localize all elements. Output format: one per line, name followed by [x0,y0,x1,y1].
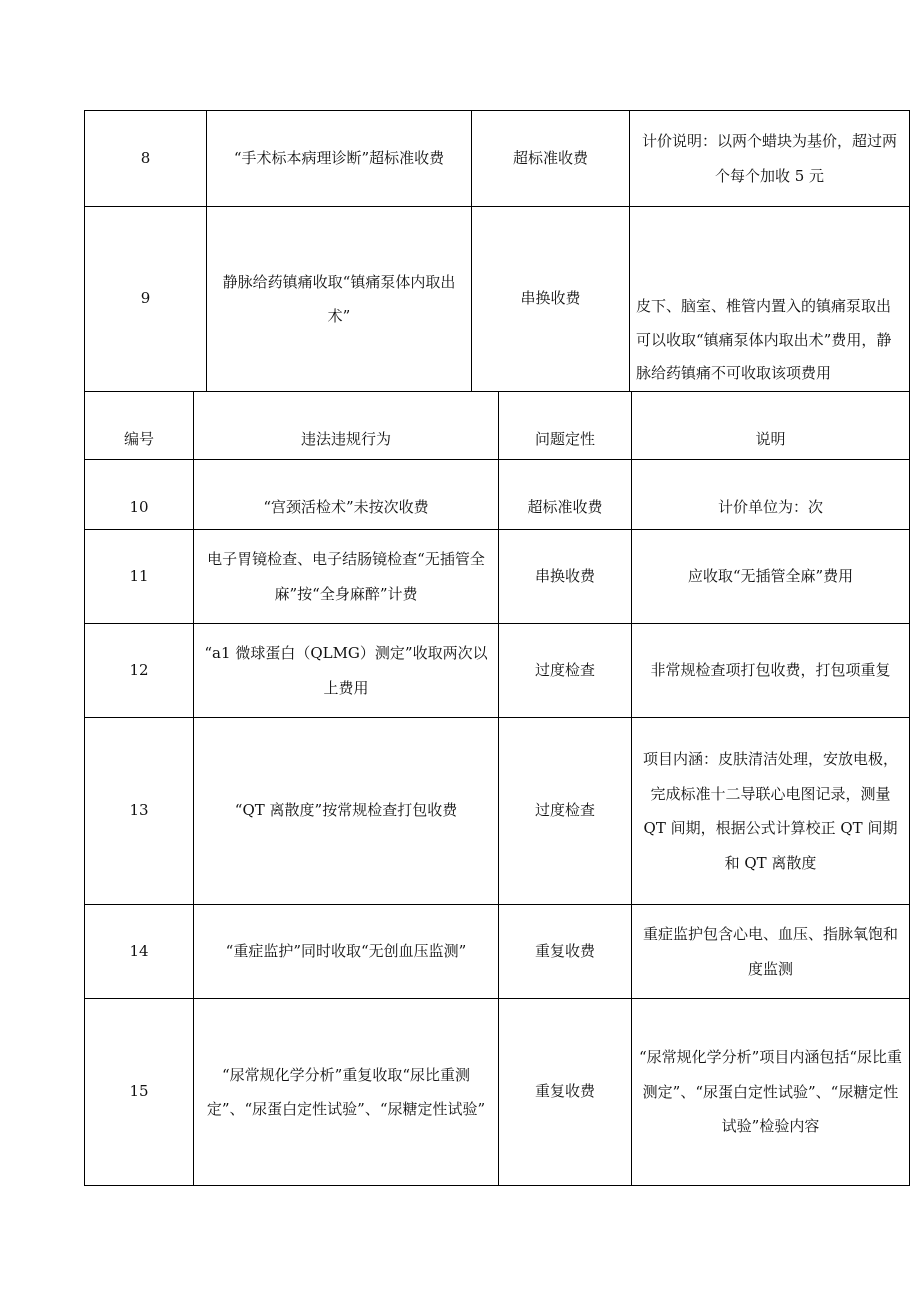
row-number: 9 [85,207,207,392]
row-number: 13 [85,718,194,905]
row-number: 14 [85,905,194,999]
table-row [85,460,910,530]
row-number: 11 [85,530,194,624]
issue-type-cell: 重复收费 [499,905,632,999]
table-row [85,624,910,718]
issue-type-cell: 过度检查 [499,624,632,718]
header-violation: 违法违规行为 [194,392,499,460]
issue-type-cell: 串换收费 [472,207,630,392]
table-header-row [85,392,910,460]
fee-table [84,391,910,1186]
fee-table-continued [84,110,910,392]
note-cell: 项目内涵：皮肤清洁处理，安放电极，完成标准十二导联心电图记录，测量 QT 间期，根据公式计算校正 QT 间期和 QT 离散度 [632,718,910,905]
note-cell: 计价单位为：次 [632,460,910,530]
violation-cell: “宫颈活检术”未按次收费 [194,460,499,530]
issue-type-cell: 串换收费 [499,530,632,624]
table-row [85,111,910,207]
row-number: 10 [85,460,194,530]
note-cell: 计价说明：以两个蜡块为基价，超过两个每个加收 5 元 [630,111,910,207]
issue-type-cell: 超标准收费 [499,460,632,530]
violation-cell: 电子胃镜检查、电子结肠镜检查“无插管全麻”按“全身麻醉”计费 [194,530,499,624]
violation-cell: “手术标本病理诊断”超标准收费 [207,111,472,207]
header-number: 编号 [85,392,194,460]
violation-cell: “QT 离散度”按常规检查打包收费 [194,718,499,905]
row-number: 8 [85,111,207,207]
issue-type-cell: 超标准收费 [472,111,630,207]
row-number: 12 [85,624,194,718]
note-cell: 重症监护包含心电、血压、指脉氧饱和度监测 [632,905,910,999]
header-note: 说明 [632,392,910,460]
header-issue-type: 问题定性 [499,392,632,460]
violation-cell: “重症监护”同时收取“无创血压监测” [194,905,499,999]
note-cell: “尿常规化学分析”项目内涵包括“尿比重测定”、“尿蛋白定性试验”、“尿糖定性试验”检验内容 [632,999,910,1186]
note-cell: 应收取“无插管全麻”费用 [632,530,910,624]
violation-cell: “a1 微球蛋白（QLMG）测定”收取两次以上费用 [194,624,499,718]
table-row [85,207,910,392]
note-cell: 非常规检查项打包收费，打包项重复 [632,624,910,718]
note-cell: 皮下、脑室、椎管内置入的镇痛泵取出可以收取“镇痛泵体内取出术”费用，静脉给药镇痛不可收取该项费用 [630,207,910,392]
table-row [85,718,910,905]
issue-type-cell: 重复收费 [499,999,632,1186]
issue-type-cell: 过度检查 [499,718,632,905]
table-row [85,999,910,1186]
row-number: 15 [85,999,194,1186]
violation-cell: 静脉给药镇痛收取“镇痛泵体内取出术” [207,207,472,392]
violation-cell: “尿常规化学分析”重复收取“尿比重测定”、“尿蛋白定性试验”、“尿糖定性试验” [194,999,499,1186]
table-row [85,530,910,624]
table-row [85,905,910,999]
